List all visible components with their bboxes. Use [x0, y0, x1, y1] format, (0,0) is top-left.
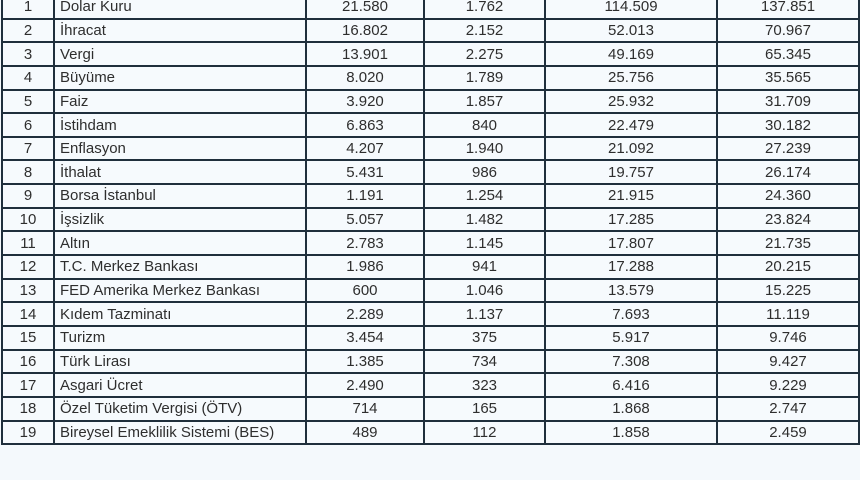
value-cell-3: 7.308 [545, 350, 717, 374]
value-cell-1: 1.986 [306, 255, 424, 279]
table-row [2, 0, 859, 19]
rank-cell: 1 [2, 0, 54, 19]
value-cell-3: 17.285 [545, 208, 717, 232]
value-cell-2: 1.137 [424, 302, 545, 326]
name-cell: İhracat [54, 19, 306, 43]
value-cell-2: 1.940 [424, 137, 545, 161]
name-cell: İstihdam [54, 113, 306, 137]
value-cell-1: 489 [306, 421, 424, 445]
rank-cell: 9 [2, 184, 54, 208]
rank-cell: 17 [2, 373, 54, 397]
value-cell-1: 1.385 [306, 350, 424, 374]
rank-cell: 6 [2, 113, 54, 137]
rank-cell: 8 [2, 160, 54, 184]
table-row [2, 42, 859, 66]
table-row [2, 19, 859, 43]
value-cell-2: 112 [424, 421, 545, 445]
name-cell: Borsa İstanbul [54, 184, 306, 208]
name-cell: Özel Tüketim Vergisi (ÖTV) [54, 397, 306, 421]
value-cell-2: 941 [424, 255, 545, 279]
value-cell-4: 23.824 [717, 208, 859, 232]
value-cell-1: 8.020 [306, 66, 424, 90]
value-cell-4: 2.747 [717, 397, 859, 421]
value-cell-1: 600 [306, 279, 424, 303]
value-cell-2: 1.762 [424, 0, 545, 19]
table-row [2, 137, 859, 161]
value-cell-4: 35.565 [717, 66, 859, 90]
table-body [2, 0, 859, 444]
value-cell-2: 986 [424, 160, 545, 184]
table-row [2, 397, 859, 421]
value-cell-1: 13.901 [306, 42, 424, 66]
name-cell: T.C. Merkez Bankası [54, 255, 306, 279]
table-row [2, 326, 859, 350]
value-cell-2: 165 [424, 397, 545, 421]
table-row [2, 184, 859, 208]
value-cell-1: 16.802 [306, 19, 424, 43]
rank-cell: 7 [2, 137, 54, 161]
value-cell-3: 25.756 [545, 66, 717, 90]
value-cell-4: 9.427 [717, 350, 859, 374]
rank-cell: 5 [2, 90, 54, 114]
rank-cell: 15 [2, 326, 54, 350]
rank-cell: 4 [2, 66, 54, 90]
value-cell-1: 2.490 [306, 373, 424, 397]
name-cell: Türk Lirası [54, 350, 306, 374]
value-cell-1: 3.920 [306, 90, 424, 114]
table-row [2, 160, 859, 184]
name-cell: Asgari Ücret [54, 373, 306, 397]
rank-cell: 13 [2, 279, 54, 303]
value-cell-4: 11.119 [717, 302, 859, 326]
table-row [2, 113, 859, 137]
rank-cell: 11 [2, 231, 54, 255]
name-cell: İthalat [54, 160, 306, 184]
value-cell-2: 1.482 [424, 208, 545, 232]
value-cell-2: 734 [424, 350, 545, 374]
name-cell: Enflasyon [54, 137, 306, 161]
value-cell-1: 6.863 [306, 113, 424, 137]
value-cell-1: 2.783 [306, 231, 424, 255]
value-cell-2: 1.789 [424, 66, 545, 90]
value-cell-4: 27.239 [717, 137, 859, 161]
rank-cell: 18 [2, 397, 54, 421]
table-row [2, 208, 859, 232]
name-cell: Kıdem Tazminatı [54, 302, 306, 326]
value-cell-3: 52.013 [545, 19, 717, 43]
value-cell-3: 17.288 [545, 255, 717, 279]
name-cell: Faiz [54, 90, 306, 114]
value-cell-3: 17.807 [545, 231, 717, 255]
table-row [2, 90, 859, 114]
value-cell-3: 21.915 [545, 184, 717, 208]
value-cell-1: 5.057 [306, 208, 424, 232]
name-cell: İşsizlik [54, 208, 306, 232]
table-row [2, 255, 859, 279]
table-row [2, 373, 859, 397]
value-cell-3: 19.757 [545, 160, 717, 184]
rank-cell: 19 [2, 421, 54, 445]
value-cell-4: 24.360 [717, 184, 859, 208]
value-cell-3: 22.479 [545, 113, 717, 137]
name-cell: Büyüme [54, 66, 306, 90]
value-cell-1: 3.454 [306, 326, 424, 350]
value-cell-2: 1.254 [424, 184, 545, 208]
rank-cell: 16 [2, 350, 54, 374]
rank-cell: 10 [2, 208, 54, 232]
value-cell-2: 1.046 [424, 279, 545, 303]
rank-cell: 14 [2, 302, 54, 326]
value-cell-2: 1.145 [424, 231, 545, 255]
value-cell-4: 26.174 [717, 160, 859, 184]
value-cell-3: 6.416 [545, 373, 717, 397]
value-cell-1: 4.207 [306, 137, 424, 161]
value-cell-4: 30.182 [717, 113, 859, 137]
value-cell-3: 49.169 [545, 42, 717, 66]
value-cell-3: 114.509 [545, 0, 717, 19]
value-cell-4: 20.215 [717, 255, 859, 279]
rank-cell: 3 [2, 42, 54, 66]
value-cell-3: 7.693 [545, 302, 717, 326]
value-cell-4: 2.459 [717, 421, 859, 445]
value-cell-1: 5.431 [306, 160, 424, 184]
value-cell-2: 323 [424, 373, 545, 397]
value-cell-2: 375 [424, 326, 545, 350]
value-cell-4: 65.345 [717, 42, 859, 66]
value-cell-2: 840 [424, 113, 545, 137]
value-cell-3: 1.868 [545, 397, 717, 421]
rank-cell: 12 [2, 255, 54, 279]
value-cell-1: 2.289 [306, 302, 424, 326]
value-cell-4: 21.735 [717, 231, 859, 255]
value-cell-4: 70.967 [717, 19, 859, 43]
value-cell-1: 21.580 [306, 0, 424, 19]
name-cell: Turizm [54, 326, 306, 350]
value-cell-1: 714 [306, 397, 424, 421]
value-cell-4: 9.229 [717, 373, 859, 397]
value-cell-3: 25.932 [545, 90, 717, 114]
value-cell-4: 137.851 [717, 0, 859, 19]
name-cell: Vergi [54, 42, 306, 66]
value-cell-4: 15.225 [717, 279, 859, 303]
table-row [2, 421, 859, 445]
value-cell-3: 5.917 [545, 326, 717, 350]
ranking-table [1, 0, 860, 445]
value-cell-4: 31.709 [717, 90, 859, 114]
table-row [2, 231, 859, 255]
value-cell-2: 1.857 [424, 90, 545, 114]
name-cell: FED Amerika Merkez Bankası [54, 279, 306, 303]
value-cell-3: 21.092 [545, 137, 717, 161]
table-row [2, 66, 859, 90]
value-cell-3: 13.579 [545, 279, 717, 303]
value-cell-2: 2.275 [424, 42, 545, 66]
value-cell-4: 9.746 [717, 326, 859, 350]
table-row [2, 302, 859, 326]
table-row [2, 279, 859, 303]
value-cell-2: 2.152 [424, 19, 545, 43]
name-cell: Altın [54, 231, 306, 255]
table-row [2, 350, 859, 374]
rank-cell: 2 [2, 19, 54, 43]
name-cell: Bireysel Emeklilik Sistemi (BES) [54, 421, 306, 445]
value-cell-1: 1.191 [306, 184, 424, 208]
name-cell: Dolar Kuru [54, 0, 306, 19]
value-cell-3: 1.858 [545, 421, 717, 445]
